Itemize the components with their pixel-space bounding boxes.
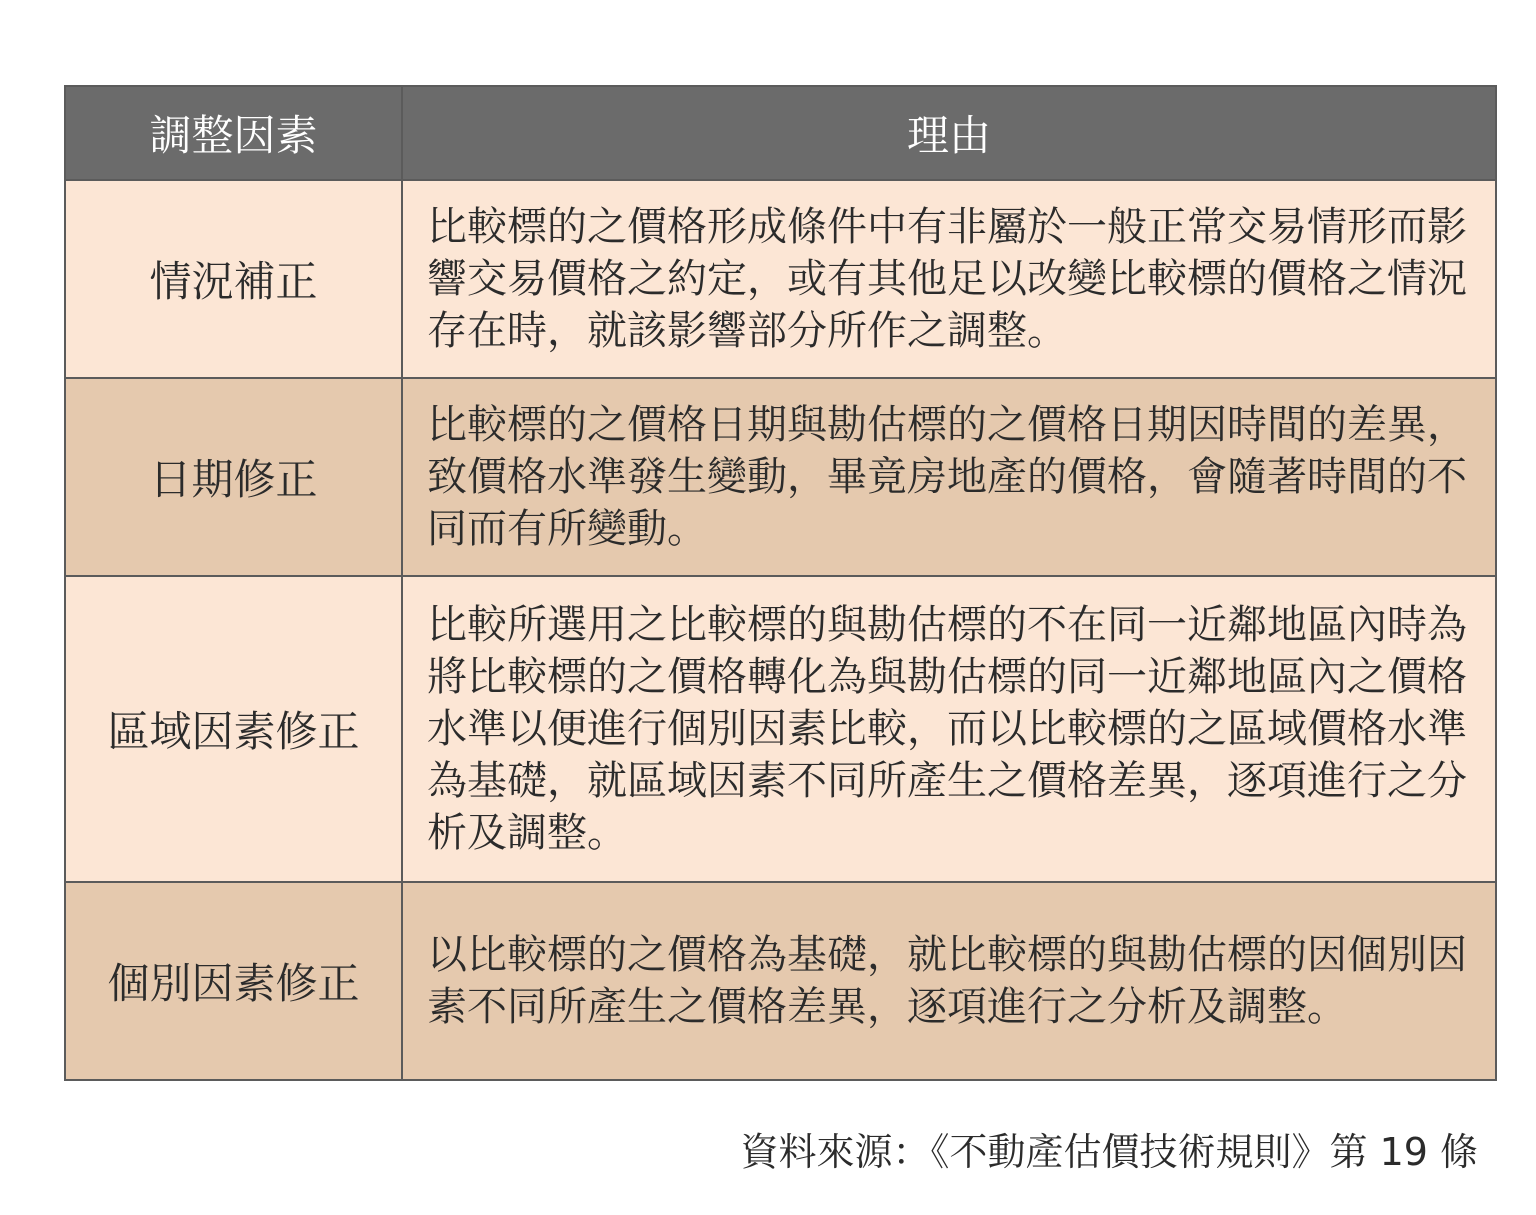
table-row bbox=[65, 576, 1496, 882]
reason-cell: 以比較標的之價格為基礎，就比較標的與勘估標的因個別因素不同所產生之價格差異，逐項進行之分析及調整。 bbox=[402, 882, 1496, 1080]
table-row bbox=[65, 378, 1496, 576]
factor-cell: 日期修正 bbox=[65, 378, 402, 576]
reason-cell: 比較標的之價格形成條件中有非屬於一般正常交易情形而影響交易價格之約定，或有其他足以改變比較標的價格之情況存在時，就該影響部分所作之調整。 bbox=[402, 180, 1496, 378]
header-factor: 調整因素 bbox=[65, 86, 402, 180]
factor-cell: 區域因素修正 bbox=[65, 576, 402, 882]
source-citation: 資料來源：《不動產估價技術規則》第 19 條 bbox=[740, 1130, 1478, 1174]
header-reason: 理由 bbox=[402, 86, 1496, 180]
adjustment-factors-table bbox=[64, 85, 1497, 1081]
table-row bbox=[65, 180, 1496, 378]
table-header-row bbox=[65, 86, 1496, 180]
table-row bbox=[65, 882, 1496, 1080]
reason-cell: 比較標的之價格日期與勘估標的之價格日期因時間的差異，致價格水準發生變動，畢竟房地產的價格，會隨著時間的不同而有所變動。 bbox=[402, 378, 1496, 576]
factor-cell: 個別因素修正 bbox=[65, 882, 402, 1080]
reason-cell: 比較所選用之比較標的與勘估標的不在同一近鄰地區內時為將比較標的之價格轉化為與勘估標的同一近鄰地區內之價格水準以便進行個別因素比較，而以比較標的之區域價格水準為基礎，就區域因素不同所產生之價格差異，逐項進行之分析及調整。 bbox=[402, 576, 1496, 882]
factor-cell: 情況補正 bbox=[65, 180, 402, 378]
